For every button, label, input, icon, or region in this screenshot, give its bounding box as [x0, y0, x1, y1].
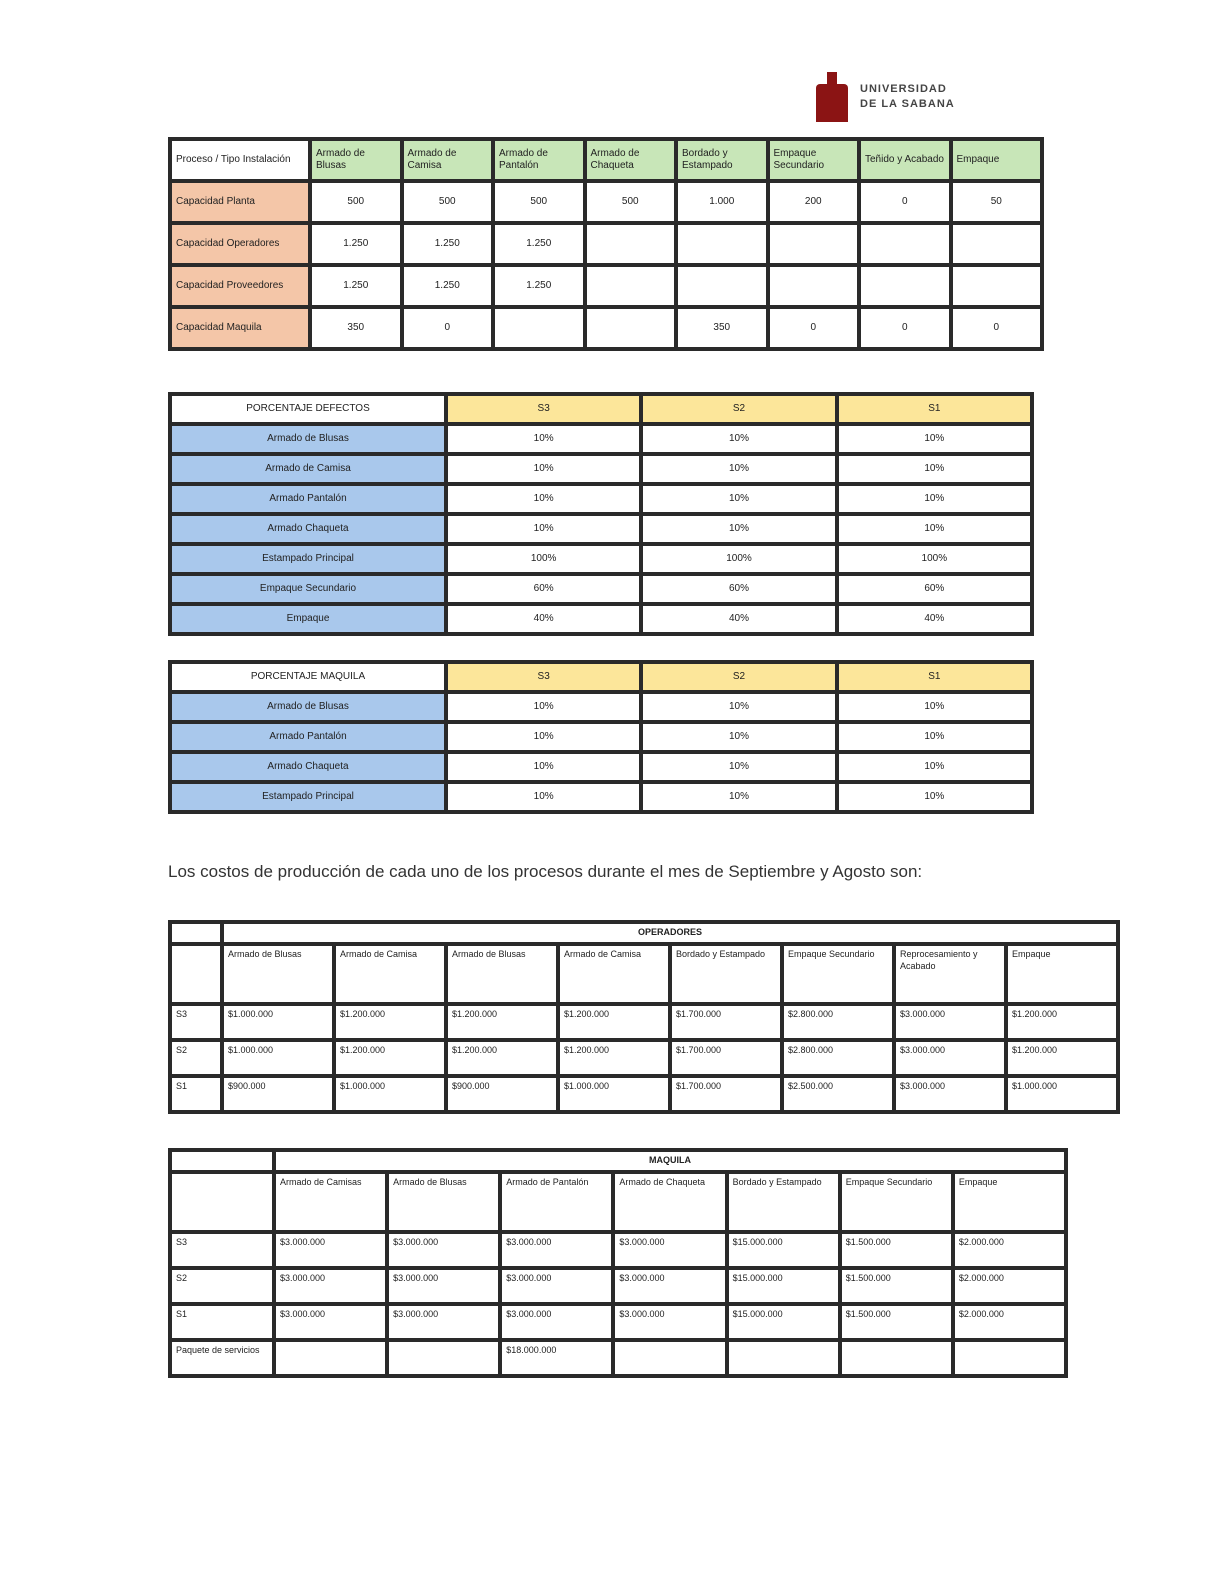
cell: 1.250	[310, 265, 402, 307]
table-row	[170, 782, 1032, 812]
cell: $2.000.000	[953, 1268, 1066, 1304]
cell: 100%	[446, 544, 641, 574]
cell: $900.000	[446, 1076, 558, 1112]
cell: $2.500.000	[782, 1076, 894, 1112]
cell	[676, 223, 768, 265]
cell: $1.200.000	[1006, 1040, 1118, 1076]
table-title: OPERADORES	[222, 922, 1118, 944]
cell: 10%	[446, 722, 641, 752]
table-row	[170, 604, 1032, 634]
cell: 10%	[641, 424, 836, 454]
table-row	[170, 181, 1042, 223]
column-header: Armado de Camisa	[558, 944, 670, 1004]
table-row	[170, 574, 1032, 604]
row-label: S2	[170, 1268, 274, 1304]
cell: 10%	[446, 514, 641, 544]
cell: 100%	[837, 544, 1032, 574]
row-label: Armado Pantalón	[170, 484, 446, 514]
cell: 10%	[641, 514, 836, 544]
table-title: MAQUILA	[274, 1150, 1066, 1172]
cell: 10%	[641, 454, 836, 484]
table-title-row	[170, 922, 1118, 944]
row-label: Estampado Principal	[170, 544, 446, 574]
cell	[585, 223, 677, 265]
table-row	[170, 1232, 1066, 1268]
table-header-row	[170, 394, 1032, 424]
table-row	[170, 752, 1032, 782]
cell: $1.000.000	[222, 1040, 334, 1076]
row-label: S2	[170, 1040, 222, 1076]
column-header: Armado de Blusas	[222, 944, 334, 1004]
cell: 10%	[641, 484, 836, 514]
cell	[585, 307, 677, 349]
cell	[859, 265, 951, 307]
table-header-row	[170, 662, 1032, 692]
cell: $1.200.000	[558, 1040, 670, 1076]
cell	[493, 307, 585, 349]
cell: 0	[859, 181, 951, 223]
cell: $3.000.000	[500, 1268, 613, 1304]
cell	[840, 1340, 953, 1376]
cell: $15.000.000	[727, 1304, 840, 1340]
cell: 40%	[837, 604, 1032, 634]
cell: 10%	[641, 722, 836, 752]
row-label: S1	[170, 1304, 274, 1340]
cell: 0	[768, 307, 860, 349]
column-header: Empaque Secundario	[782, 944, 894, 1004]
cell: 10%	[837, 752, 1032, 782]
cell: 10%	[446, 782, 641, 812]
cell	[768, 223, 860, 265]
row-label: Capacidad Proveedores	[170, 265, 310, 307]
cell: $1.500.000	[840, 1232, 953, 1268]
cell: 1.250	[402, 265, 494, 307]
cell: $1.200.000	[558, 1004, 670, 1040]
table-row	[170, 544, 1032, 574]
table-row	[170, 454, 1032, 484]
cell: 10%	[446, 424, 641, 454]
table-row	[170, 1076, 1118, 1112]
table-row	[170, 1004, 1118, 1040]
logo-line-1: UNIVERSIDAD	[860, 82, 947, 95]
defects-percentage-table	[168, 392, 1034, 636]
row-label: S1	[170, 1076, 222, 1112]
cell: $3.000.000	[274, 1304, 387, 1340]
cell: 200	[768, 181, 860, 223]
column-header: Empaque	[1006, 944, 1118, 1004]
table-row	[170, 722, 1032, 752]
cell: $3.000.000	[500, 1232, 613, 1268]
column-header: Empaque	[953, 1172, 1066, 1232]
row-label: Paquete de servicios	[170, 1340, 274, 1376]
university-logo	[812, 66, 1022, 126]
column-header: S3	[446, 662, 641, 692]
cell: $3.000.000	[894, 1076, 1006, 1112]
row-label: Armado de Blusas	[170, 692, 446, 722]
empty-corner	[170, 922, 222, 944]
cell: 10%	[837, 484, 1032, 514]
cell: 0	[859, 307, 951, 349]
row-label: Armado Chaqueta	[170, 514, 446, 544]
empty-corner	[170, 1172, 274, 1232]
column-header: Armado de Blusas	[446, 944, 558, 1004]
cell: 0	[951, 307, 1043, 349]
cell: 10%	[446, 692, 641, 722]
cell: $1.200.000	[334, 1004, 446, 1040]
cell: $3.000.000	[387, 1232, 500, 1268]
table-row	[170, 484, 1032, 514]
cell: 500	[310, 181, 402, 223]
table-row	[170, 692, 1032, 722]
cell: 10%	[446, 752, 641, 782]
row-label: Armado de Blusas	[170, 424, 446, 454]
cell: $15.000.000	[727, 1232, 840, 1268]
column-header: Reprocesamiento y Acabado	[894, 944, 1006, 1004]
cell: $1.000.000	[1006, 1076, 1118, 1112]
cell: $3.000.000	[613, 1232, 726, 1268]
cell: 500	[493, 181, 585, 223]
column-header: Armado de Camisa	[334, 944, 446, 1004]
cell: 10%	[641, 692, 836, 722]
cell	[613, 1340, 726, 1376]
cell: 1.000	[676, 181, 768, 223]
table-row	[170, 514, 1032, 544]
cell	[585, 265, 677, 307]
row-label: S3	[170, 1004, 222, 1040]
cell: 10%	[837, 692, 1032, 722]
cell: $3.000.000	[274, 1232, 387, 1268]
capacity-header: Armado de Chaqueta	[585, 139, 677, 181]
operators-cost-table	[168, 920, 1120, 1114]
cell: 50	[951, 181, 1043, 223]
cell: $3.000.000	[894, 1040, 1006, 1076]
cell: 1.250	[493, 265, 585, 307]
column-header: Empaque Secundario	[840, 1172, 953, 1232]
table-header-row	[170, 944, 1118, 1004]
table-row	[170, 1268, 1066, 1304]
cell: $18.000.000	[500, 1340, 613, 1376]
cell: 40%	[446, 604, 641, 634]
row-label: Capacidad Operadores	[170, 223, 310, 265]
cell: $2.800.000	[782, 1040, 894, 1076]
column-header: Armado de Camisas	[274, 1172, 387, 1232]
cell: $3.000.000	[613, 1268, 726, 1304]
table-title: PORCENTAJE MAQUILA	[170, 662, 446, 692]
cell	[676, 265, 768, 307]
table-header-row	[170, 1172, 1066, 1232]
row-label: Armado de Camisa	[170, 454, 446, 484]
cell: $3.000.000	[613, 1304, 726, 1340]
cell: 10%	[446, 484, 641, 514]
row-label: Armado Pantalón	[170, 722, 446, 752]
capacity-corner: Proceso / Tipo Instalación	[170, 139, 310, 181]
row-label: Capacidad Planta	[170, 181, 310, 223]
cell: $1.200.000	[446, 1040, 558, 1076]
column-header: Bordado y Estampado	[670, 944, 782, 1004]
capacity-header: Teñido y Acabado	[859, 139, 951, 181]
capacity-header: Empaque Secundario	[768, 139, 860, 181]
table-title-row	[170, 1150, 1066, 1172]
cell	[859, 223, 951, 265]
cell	[951, 223, 1043, 265]
row-label: Armado Chaqueta	[170, 752, 446, 782]
cell: $1.700.000	[670, 1040, 782, 1076]
cell: 0	[402, 307, 494, 349]
table-row	[170, 265, 1042, 307]
cell	[951, 265, 1043, 307]
column-header: Armado de Pantalón	[500, 1172, 613, 1232]
cell: $1.700.000	[670, 1004, 782, 1040]
cell: $1.200.000	[446, 1004, 558, 1040]
row-label: Empaque	[170, 604, 446, 634]
table-title: PORCENTAJE DEFECTOS	[170, 394, 446, 424]
table-row	[170, 1040, 1118, 1076]
table-row	[170, 1304, 1066, 1340]
capacity-header: Bordado y Estampado	[676, 139, 768, 181]
cell: 10%	[641, 752, 836, 782]
table-row	[170, 1340, 1066, 1376]
cell: $1.200.000	[334, 1040, 446, 1076]
table-row	[170, 307, 1042, 349]
capacity-header: Armado de Blusas	[310, 139, 402, 181]
table-row	[170, 223, 1042, 265]
cell: 100%	[641, 544, 836, 574]
capacity-table	[168, 137, 1044, 351]
column-header: S1	[837, 394, 1032, 424]
cell: $2.800.000	[782, 1004, 894, 1040]
cell: $3.000.000	[894, 1004, 1006, 1040]
capacity-header-row	[170, 139, 1042, 181]
cell: 10%	[837, 514, 1032, 544]
maquila-percentage-table	[168, 660, 1034, 814]
cell: 60%	[446, 574, 641, 604]
cell: 350	[310, 307, 402, 349]
cell: $3.000.000	[387, 1304, 500, 1340]
column-header: S1	[837, 662, 1032, 692]
column-header: Armado de Chaqueta	[613, 1172, 726, 1232]
cell: $3.000.000	[500, 1304, 613, 1340]
crest-icon	[812, 70, 852, 122]
cell	[727, 1340, 840, 1376]
cell: 1.250	[493, 223, 585, 265]
cell: 350	[676, 307, 768, 349]
capacity-header: Armado de Camisa	[402, 139, 494, 181]
cell: $3.000.000	[387, 1268, 500, 1304]
cell: 500	[402, 181, 494, 223]
cell: 60%	[837, 574, 1032, 604]
row-label: S3	[170, 1232, 274, 1268]
cell	[387, 1340, 500, 1376]
cell	[768, 265, 860, 307]
cell: $1.000.000	[222, 1004, 334, 1040]
cell: $1.500.000	[840, 1268, 953, 1304]
empty-corner	[170, 1150, 274, 1172]
row-label: Capacidad Maquila	[170, 307, 310, 349]
cell: 10%	[837, 782, 1032, 812]
column-header: Armado de Blusas	[387, 1172, 500, 1232]
cell: 500	[585, 181, 677, 223]
cell: $900.000	[222, 1076, 334, 1112]
cell: 40%	[641, 604, 836, 634]
cell: 10%	[837, 454, 1032, 484]
cell: $1.000.000	[558, 1076, 670, 1112]
cell: $2.000.000	[953, 1232, 1066, 1268]
column-header: S2	[641, 662, 836, 692]
capacity-header: Armado de Pantalón	[493, 139, 585, 181]
table-row	[170, 424, 1032, 454]
cell: 10%	[837, 424, 1032, 454]
capacity-header: Empaque	[951, 139, 1043, 181]
row-label: Estampado Principal	[170, 782, 446, 812]
cell: 10%	[446, 454, 641, 484]
cell: 10%	[837, 722, 1032, 752]
cell: $1.500.000	[840, 1304, 953, 1340]
row-label: Empaque Secundario	[170, 574, 446, 604]
column-header: S3	[446, 394, 641, 424]
cell: $15.000.000	[727, 1268, 840, 1304]
cell: $1.700.000	[670, 1076, 782, 1112]
cell: 60%	[641, 574, 836, 604]
empty-corner	[170, 944, 222, 1004]
cell: $2.000.000	[953, 1304, 1066, 1340]
logo-line-2: DE LA SABANA	[860, 97, 955, 110]
maquila-cost-table	[168, 1148, 1068, 1378]
cell	[274, 1340, 387, 1376]
cell: 1.250	[310, 223, 402, 265]
cell: 1.250	[402, 223, 494, 265]
cell: 10%	[641, 782, 836, 812]
cell: $1.200.000	[1006, 1004, 1118, 1040]
column-header: Bordado y Estampado	[727, 1172, 840, 1232]
cell	[953, 1340, 1066, 1376]
costs-paragraph: Los costos de producción de cada uno de los procesos durante el mes de Septiembre y Agosto son:	[168, 862, 923, 881]
cell: $1.000.000	[334, 1076, 446, 1112]
cell: $3.000.000	[274, 1268, 387, 1304]
column-header: S2	[641, 394, 836, 424]
